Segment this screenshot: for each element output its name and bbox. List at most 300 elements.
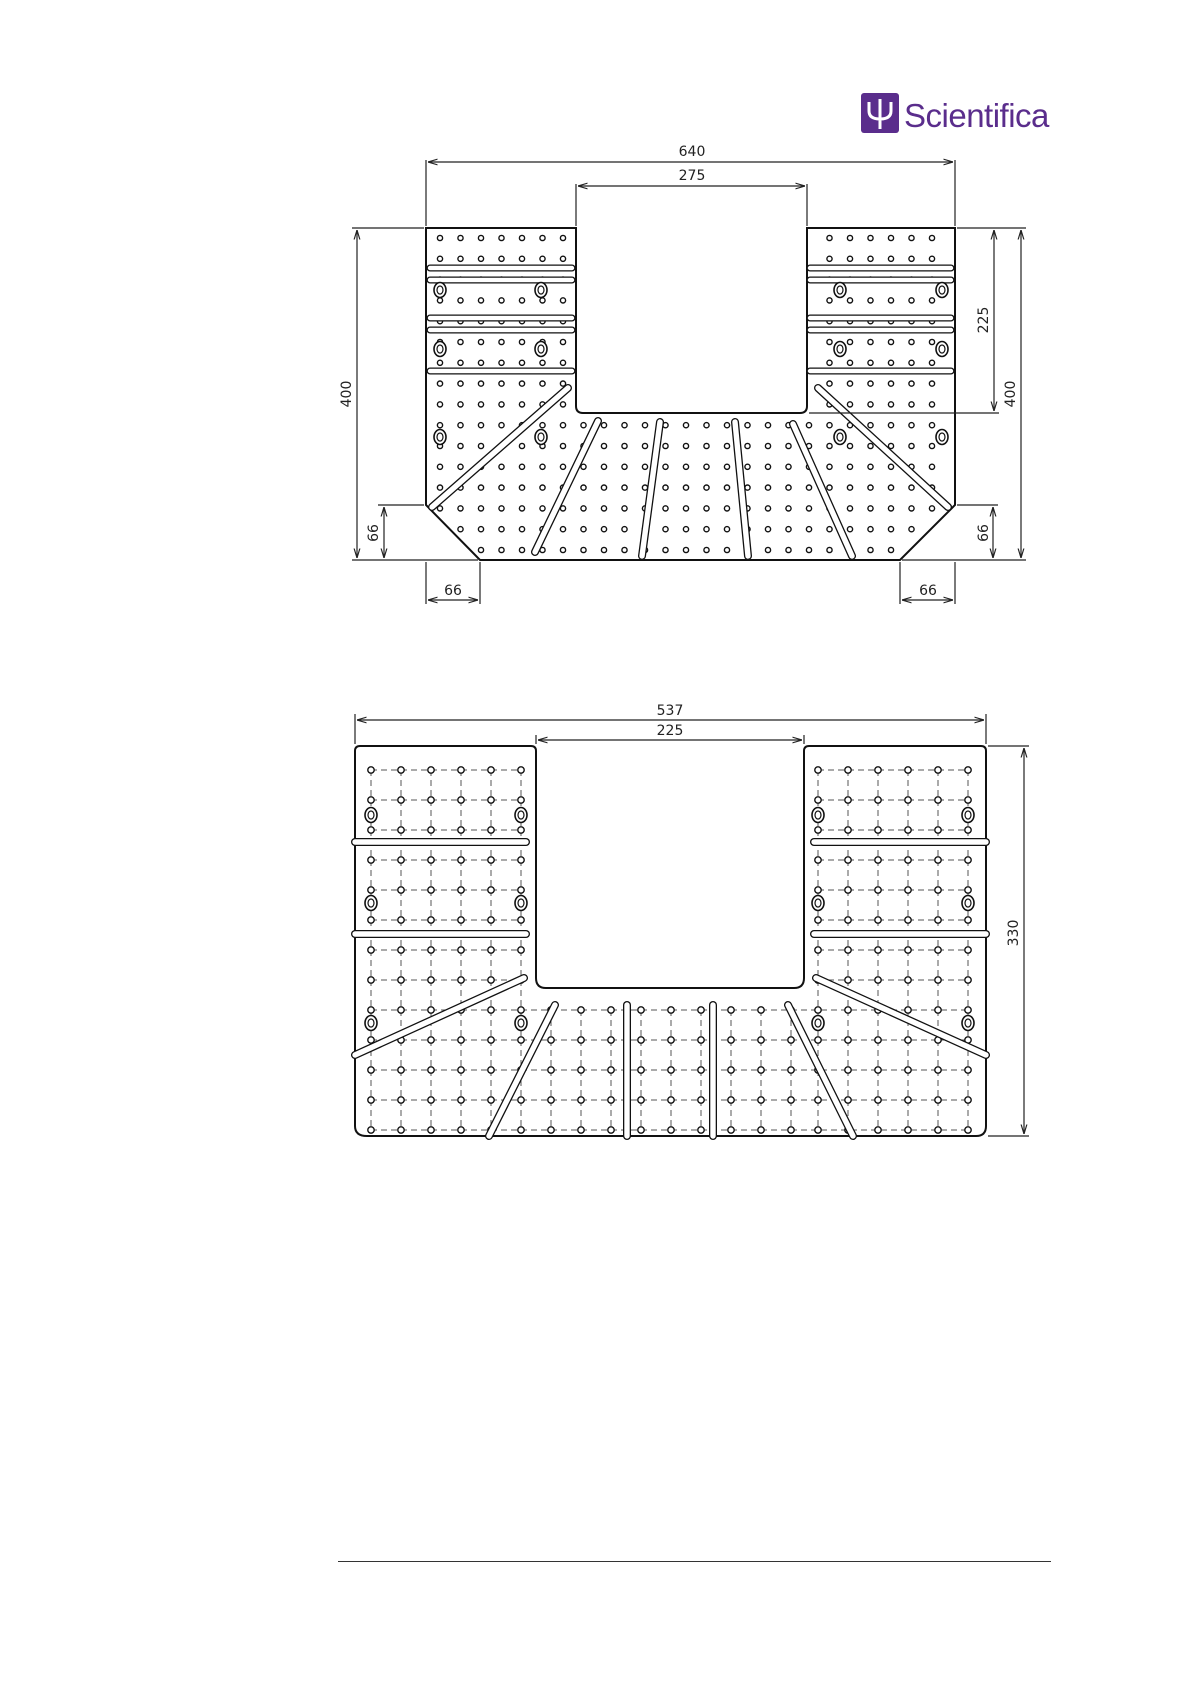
tap-hole <box>875 917 881 923</box>
tap-hole <box>488 767 494 773</box>
tap-hole <box>601 485 606 490</box>
tap-hole <box>398 887 404 893</box>
tap-hole <box>437 485 442 490</box>
tap-hole <box>704 527 709 532</box>
tap-hole <box>368 917 374 923</box>
tap-hole <box>437 360 442 365</box>
tap-hole <box>581 527 586 532</box>
tap-hole <box>488 1037 494 1043</box>
tap-hole <box>847 381 852 386</box>
tap-hole <box>638 1037 644 1043</box>
tap-hole <box>815 767 821 773</box>
tap-hole <box>458 1067 464 1073</box>
tap-hole <box>875 977 881 983</box>
tap-hole <box>929 339 934 344</box>
tap-hole <box>608 1127 614 1133</box>
tap-hole <box>601 506 606 511</box>
tap-hole <box>518 1097 524 1103</box>
tap-hole <box>581 547 586 552</box>
tap-hole <box>398 857 404 863</box>
tap-hole <box>788 1067 794 1073</box>
tap-hole <box>499 235 504 240</box>
tap-hole <box>368 1007 374 1013</box>
tap-hole <box>478 298 483 303</box>
tap-hole <box>827 527 832 532</box>
tap-hole <box>499 506 504 511</box>
tap-hole <box>478 547 483 552</box>
breadboard-bottom-drawing <box>355 746 986 1136</box>
tap-hole <box>965 797 971 803</box>
tap-hole <box>965 917 971 923</box>
tap-hole <box>368 1097 374 1103</box>
tap-hole <box>601 527 606 532</box>
tap-hole <box>868 464 873 469</box>
tap-hole <box>638 1097 644 1103</box>
tap-hole <box>745 464 750 469</box>
tap-hole <box>548 1067 554 1073</box>
tap-hole <box>560 235 565 240</box>
tap-hole <box>847 360 852 365</box>
tap-hole <box>428 827 434 833</box>
tap-hole <box>698 1067 704 1073</box>
tap-hole <box>560 360 565 365</box>
tap-hole <box>428 857 434 863</box>
mount-slot <box>962 808 974 823</box>
tap-hole <box>499 547 504 552</box>
tap-hole <box>560 464 565 469</box>
tap-hole <box>845 917 851 923</box>
tap-hole <box>458 256 463 261</box>
tap-hole <box>518 947 524 953</box>
tap-hole <box>478 443 483 448</box>
tap-hole <box>905 1097 911 1103</box>
tap-hole <box>905 767 911 773</box>
dim-chamfer-v-right-1: 66 <box>976 524 992 542</box>
tap-hole <box>642 464 647 469</box>
tap-hole <box>888 547 893 552</box>
tap-hole <box>935 857 941 863</box>
tap-hole <box>875 1037 881 1043</box>
tap-hole <box>518 1007 524 1013</box>
tap-hole <box>909 235 914 240</box>
tap-hole <box>935 827 941 833</box>
tap-hole <box>458 464 463 469</box>
tap-hole <box>827 360 832 365</box>
tap-hole <box>398 767 404 773</box>
tap-hole <box>437 381 442 386</box>
mount-slot <box>834 430 846 445</box>
tap-hole <box>488 1097 494 1103</box>
tap-hole <box>540 381 545 386</box>
slot-inner <box>355 978 524 1055</box>
tap-hole <box>965 1097 971 1103</box>
tap-hole <box>368 767 374 773</box>
tap-hole <box>815 917 821 923</box>
tap-hole <box>847 339 852 344</box>
tap-hole <box>499 485 504 490</box>
tap-hole <box>578 1097 584 1103</box>
mount-slot <box>812 808 824 823</box>
tap-hole <box>601 464 606 469</box>
tap-hole <box>683 527 688 532</box>
tap-hole <box>622 423 627 428</box>
mount-slot <box>515 1016 527 1031</box>
dim-chamfer-v-left-1: 66 <box>366 524 382 542</box>
mount-slot <box>834 342 846 357</box>
tap-hole <box>519 485 524 490</box>
tap-hole <box>608 1037 614 1043</box>
tap-hole <box>437 256 442 261</box>
tap-hole <box>478 527 483 532</box>
dim-overall-height-left-1: 400 <box>339 380 355 408</box>
tap-hole <box>488 947 494 953</box>
tap-hole <box>929 402 934 407</box>
tap-hole <box>786 547 791 552</box>
slot-inner <box>818 388 948 507</box>
dim-overall-width-1: 640 <box>678 144 706 160</box>
tap-hole <box>540 485 545 490</box>
tap-hole <box>868 256 873 261</box>
tap-hole <box>965 977 971 983</box>
dim-cutout-depth-1: 225 <box>976 306 992 334</box>
dimension-lines-2 <box>355 714 1029 1136</box>
tap-hole <box>488 887 494 893</box>
tap-hole <box>929 256 934 261</box>
tap-hole <box>518 797 524 803</box>
tap-hole <box>827 464 832 469</box>
tap-hole <box>540 256 545 261</box>
mount-slot <box>434 430 446 445</box>
tap-hole <box>758 1127 764 1133</box>
tap-hole <box>728 1127 734 1133</box>
tap-hole <box>518 857 524 863</box>
tap-hole <box>488 797 494 803</box>
tap-hole <box>847 527 852 532</box>
tap-hole <box>368 1127 374 1133</box>
tap-hole <box>488 917 494 923</box>
tap-hole <box>765 547 770 552</box>
tap-hole <box>847 443 852 448</box>
tap-hole <box>905 977 911 983</box>
tap-hole <box>548 1127 554 1133</box>
mount-slot <box>434 342 446 357</box>
tap-hole <box>578 1037 584 1043</box>
tap-hole <box>758 1097 764 1103</box>
tap-hole <box>668 1127 674 1133</box>
tap-hole <box>428 977 434 983</box>
dim-overall-height-right-1: 400 <box>1003 380 1019 408</box>
tap-hole <box>519 464 524 469</box>
tap-hole <box>560 527 565 532</box>
tap-hole <box>815 1037 821 1043</box>
tap-hole <box>458 527 463 532</box>
tap-hole <box>888 298 893 303</box>
dim-chamfer-h-left-1: 66 <box>444 583 462 599</box>
tap-hole <box>905 1037 911 1043</box>
tap-hole <box>786 506 791 511</box>
tap-hole <box>827 423 832 428</box>
tap-hole <box>965 947 971 953</box>
tap-hole <box>560 443 565 448</box>
tap-hole <box>758 1007 764 1013</box>
tap-hole <box>909 402 914 407</box>
tap-hole <box>847 464 852 469</box>
tap-hole <box>518 1127 524 1133</box>
tap-hole <box>519 547 524 552</box>
tap-hole <box>905 947 911 953</box>
tap-hole <box>786 443 791 448</box>
tap-hole <box>806 547 811 552</box>
tap-hole <box>683 443 688 448</box>
mount-slot <box>365 1016 377 1031</box>
tap-hole <box>458 797 464 803</box>
tap-hole <box>668 1037 674 1043</box>
tap-hole <box>398 797 404 803</box>
tap-hole <box>909 256 914 261</box>
tap-hole <box>608 1007 614 1013</box>
footer-rule <box>338 1561 1051 1562</box>
tap-hole <box>888 464 893 469</box>
tap-hole <box>935 1097 941 1103</box>
tap-hole <box>929 360 934 365</box>
tap-hole <box>845 1007 851 1013</box>
tap-hole <box>929 464 934 469</box>
tap-hole <box>929 235 934 240</box>
tap-hole <box>458 381 463 386</box>
breadboard-top-drawing <box>426 228 955 560</box>
tap-hole <box>368 947 374 953</box>
tap-hole <box>868 402 873 407</box>
tap-hole <box>368 797 374 803</box>
tap-hole <box>909 423 914 428</box>
tap-hole <box>519 381 524 386</box>
tap-hole <box>965 767 971 773</box>
tap-hole <box>458 947 464 953</box>
tap-hole <box>929 298 934 303</box>
tap-hole <box>875 797 881 803</box>
mount-slot <box>535 342 547 357</box>
tap-hole <box>437 423 442 428</box>
tap-hole <box>847 298 852 303</box>
tap-hole <box>765 464 770 469</box>
tap-hole <box>519 527 524 532</box>
tap-hole <box>663 485 668 490</box>
tap-hole <box>458 1037 464 1043</box>
tap-hole <box>368 857 374 863</box>
tap-hole <box>827 443 832 448</box>
tap-hole <box>458 339 463 344</box>
tap-hole <box>683 423 688 428</box>
tap-hole <box>518 827 524 833</box>
tap-hole <box>704 485 709 490</box>
tap-hole <box>868 235 873 240</box>
tap-hole <box>704 547 709 552</box>
tap-hole <box>428 1037 434 1043</box>
tap-hole <box>905 887 911 893</box>
tap-hole <box>458 443 463 448</box>
tap-hole <box>909 298 914 303</box>
tap-hole <box>815 947 821 953</box>
tap-hole <box>519 298 524 303</box>
tap-hole <box>875 767 881 773</box>
tap-hole <box>935 1067 941 1073</box>
tap-hole <box>868 547 873 552</box>
mount-slot <box>365 808 377 823</box>
tap-hole <box>519 506 524 511</box>
tap-hole <box>745 423 750 428</box>
tap-hole <box>888 235 893 240</box>
tap-hole <box>499 360 504 365</box>
tap-hole <box>560 256 565 261</box>
tap-hole <box>458 506 463 511</box>
tap-hole <box>499 423 504 428</box>
tap-hole <box>368 827 374 833</box>
tap-hole <box>518 917 524 923</box>
tap-hole <box>428 887 434 893</box>
tap-hole <box>499 527 504 532</box>
tap-hole <box>827 235 832 240</box>
tap-hole <box>704 506 709 511</box>
tap-hole <box>868 381 873 386</box>
tap-hole <box>909 443 914 448</box>
tap-hole <box>815 797 821 803</box>
tap-hole <box>698 1037 704 1043</box>
tap-hole <box>827 485 832 490</box>
tap-hole <box>965 827 971 833</box>
mount-slot <box>962 1016 974 1031</box>
dim-cutout-width-1: 275 <box>678 168 706 184</box>
tap-hole <box>888 381 893 386</box>
tap-hole <box>478 423 483 428</box>
tap-hole <box>788 1097 794 1103</box>
tap-hole <box>909 339 914 344</box>
mount-slot <box>936 283 948 298</box>
tap-hole <box>965 1007 971 1013</box>
tap-hole <box>868 360 873 365</box>
mount-slot <box>812 896 824 911</box>
tap-hole <box>888 360 893 365</box>
tap-hole <box>540 235 545 240</box>
tap-hole <box>875 947 881 953</box>
tap-hole <box>499 256 504 261</box>
tap-hole <box>478 381 483 386</box>
tap-hole <box>724 423 729 428</box>
tap-hole <box>875 1067 881 1073</box>
tap-hole <box>683 485 688 490</box>
tap-hole <box>845 1067 851 1073</box>
tap-hole <box>458 917 464 923</box>
tap-hole <box>458 423 463 428</box>
tap-hole <box>745 443 750 448</box>
tap-hole <box>815 887 821 893</box>
tap-hole <box>368 1037 374 1043</box>
tap-hole <box>398 1007 404 1013</box>
tap-hole <box>935 1007 941 1013</box>
tap-hole <box>428 1097 434 1103</box>
tap-hole <box>398 977 404 983</box>
tap-hole <box>560 402 565 407</box>
tap-hole <box>683 506 688 511</box>
tap-hole <box>622 547 627 552</box>
tap-hole <box>888 527 893 532</box>
slot-inner <box>816 978 986 1055</box>
tap-hole <box>519 360 524 365</box>
tap-hole <box>745 485 750 490</box>
tap-hole <box>728 1097 734 1103</box>
tap-hole <box>788 1037 794 1043</box>
tap-hole <box>642 443 647 448</box>
tap-hole <box>905 917 911 923</box>
mount-slot <box>434 283 446 298</box>
tap-hole <box>601 423 606 428</box>
tap-hole <box>698 1007 704 1013</box>
tap-hole <box>398 947 404 953</box>
tap-hole <box>428 767 434 773</box>
tap-hole <box>868 443 873 448</box>
tap-hole <box>929 381 934 386</box>
tap-hole <box>909 527 914 532</box>
tap-hole <box>724 506 729 511</box>
tap-hole <box>704 464 709 469</box>
tap-hole <box>578 1067 584 1073</box>
tap-hole <box>845 857 851 863</box>
tap-hole <box>935 797 941 803</box>
tap-hole <box>724 547 729 552</box>
mount-slot <box>515 896 527 911</box>
tap-hole <box>437 464 442 469</box>
tap-hole <box>806 423 811 428</box>
tap-hole <box>428 947 434 953</box>
tap-hole <box>905 1007 911 1013</box>
tap-hole <box>788 1127 794 1133</box>
tap-hole <box>548 1097 554 1103</box>
tap-hole <box>765 527 770 532</box>
tap-hole <box>428 1127 434 1133</box>
tap-hole <box>724 485 729 490</box>
dim-overall-width-2: 537 <box>656 703 684 719</box>
tap-hole <box>806 506 811 511</box>
mount-slot <box>812 1016 824 1031</box>
tap-hole <box>519 402 524 407</box>
tap-hole <box>868 527 873 532</box>
tap-hole <box>845 1097 851 1103</box>
tap-hole <box>815 827 821 833</box>
tap-hole <box>458 298 463 303</box>
tap-hole <box>728 1007 734 1013</box>
tap-hole <box>540 360 545 365</box>
tap-hole <box>965 1127 971 1133</box>
mount-slot <box>515 808 527 823</box>
mount-slot <box>535 430 547 445</box>
tap-hole <box>499 298 504 303</box>
tap-hole <box>458 767 464 773</box>
tap-hole <box>786 485 791 490</box>
tap-hole <box>965 887 971 893</box>
tap-hole <box>458 235 463 240</box>
tap-hole <box>458 857 464 863</box>
tap-hole <box>888 506 893 511</box>
tap-hole <box>458 1127 464 1133</box>
tap-hole <box>909 381 914 386</box>
tap-hole <box>578 1127 584 1133</box>
tap-hole <box>642 485 647 490</box>
tap-hole <box>909 360 914 365</box>
tap-hole <box>875 1127 881 1133</box>
tap-hole <box>560 298 565 303</box>
tap-hole <box>847 402 852 407</box>
tap-hole <box>815 1127 821 1133</box>
tap-hole <box>765 506 770 511</box>
